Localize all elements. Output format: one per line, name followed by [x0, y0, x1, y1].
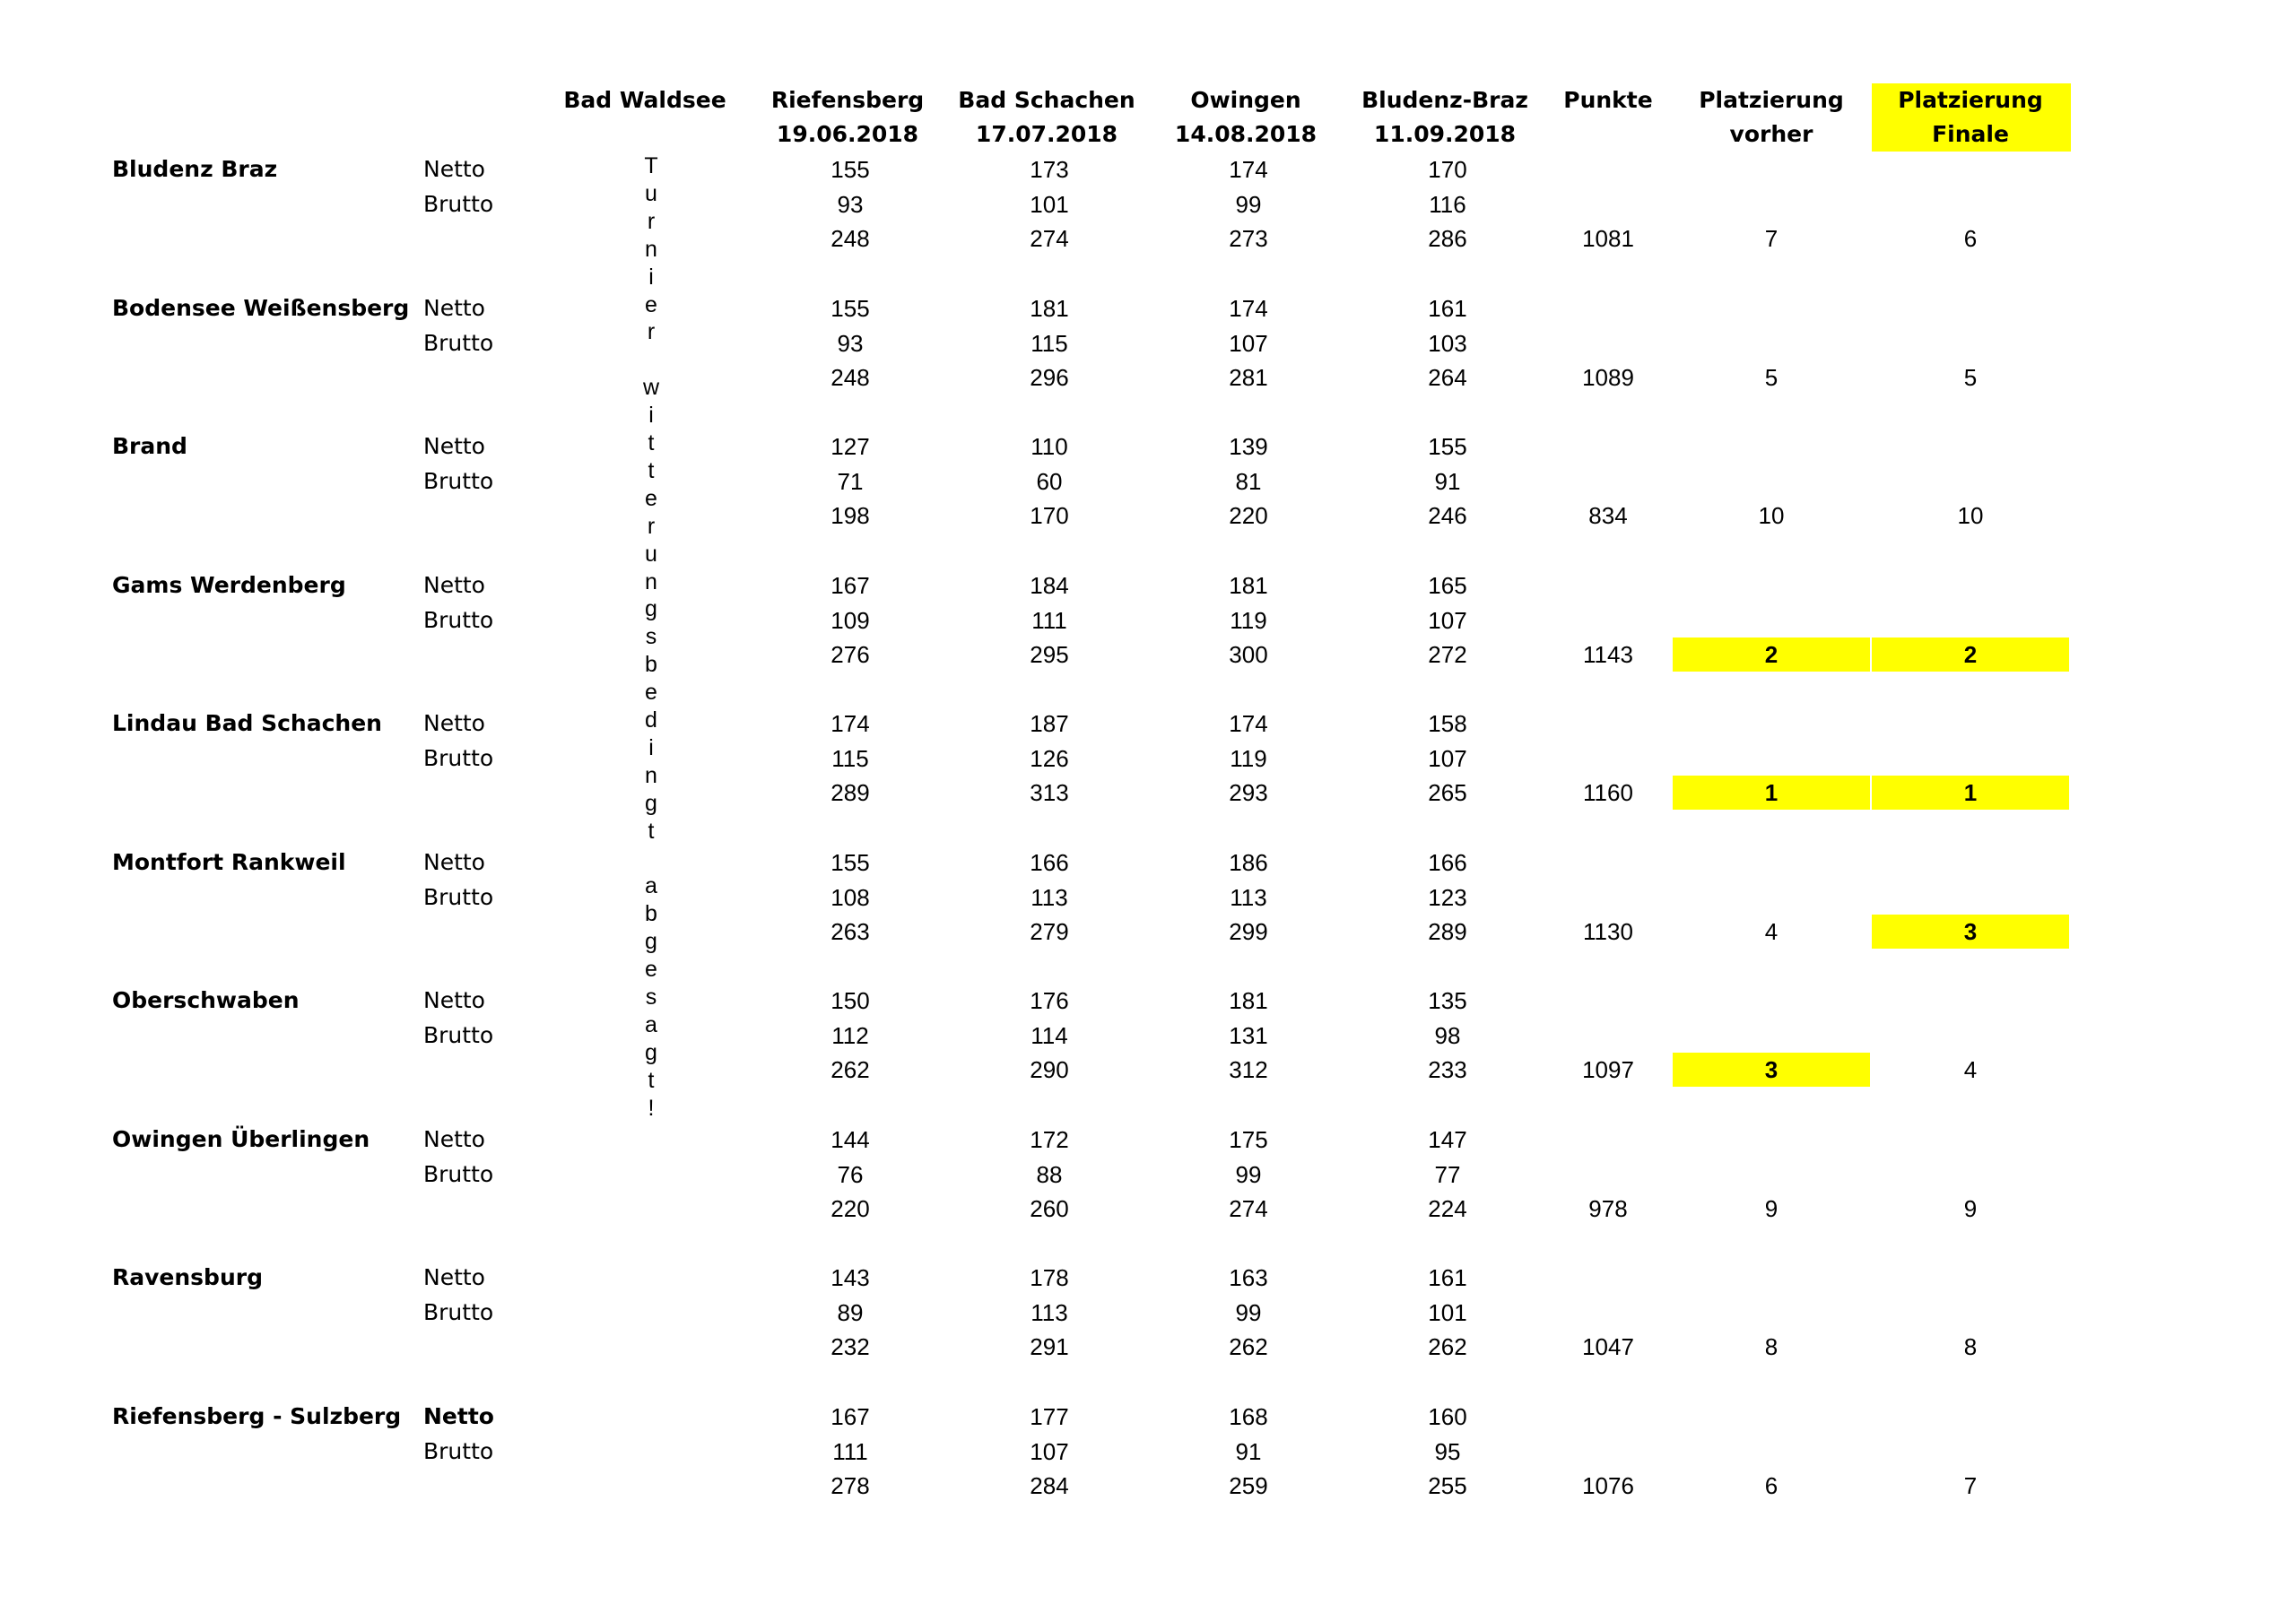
netto-score: 155 [831, 156, 870, 183]
cancel-note-char: e [645, 292, 657, 317]
header-bludenz-braz-date: 11.09.2018 [1373, 121, 1517, 147]
total-score: 220 [1229, 502, 1268, 529]
punkte-value: 1097 [1582, 1056, 1634, 1083]
club-name: Brand [112, 433, 187, 459]
club-name: Owingen Überlingen [112, 1126, 370, 1152]
total-score: 274 [1229, 1195, 1268, 1222]
cancel-note-char: b [645, 652, 657, 677]
brutto-score: 89 [837, 1299, 864, 1326]
netto-score: 181 [1229, 987, 1268, 1014]
total-score: 220 [831, 1195, 870, 1222]
total-score: 296 [1030, 364, 1069, 391]
netto-score: 175 [1229, 1126, 1268, 1153]
total-score: 246 [1428, 502, 1467, 529]
cancel-note-char: T [644, 153, 658, 178]
brutto-score: 107 [1428, 745, 1467, 772]
netto-score: 135 [1428, 987, 1467, 1014]
brutto-score: 76 [837, 1161, 864, 1188]
brutto-score: 119 [1230, 607, 1267, 634]
header-riefensberg-date: 19.06.2018 [776, 121, 919, 147]
total-score: 255 [1428, 1472, 1467, 1499]
netto-score: 176 [1030, 987, 1069, 1014]
total-score: 281 [1229, 364, 1268, 391]
netto-score: 174 [1229, 710, 1268, 737]
header-bludenz-braz: Bludenz-Braz [1361, 87, 1528, 113]
cancel-note-char: a [645, 873, 657, 898]
netto-score: 166 [1428, 849, 1467, 876]
total-score: 265 [1428, 779, 1467, 806]
cancel-note-char: e [645, 680, 657, 705]
netto-score: 177 [1030, 1403, 1069, 1430]
total-score: 295 [1030, 641, 1069, 668]
club-name: Bludenz Braz [112, 156, 278, 182]
netto-score: 170 [1428, 156, 1467, 183]
total-score: 293 [1229, 779, 1268, 806]
cancel-note-char: n [645, 569, 657, 594]
cancel-note-char: w [642, 375, 660, 400]
brutto-score: 71 [837, 468, 864, 495]
netto-score: 178 [1030, 1264, 1069, 1291]
brutto-label: Brutto [423, 1161, 494, 1187]
cancel-note-char: g [645, 929, 657, 954]
total-score: 284 [1030, 1472, 1069, 1499]
total-score: 313 [1030, 779, 1069, 806]
cancel-note-char: i [648, 265, 654, 290]
club-name: Oberschwaben [112, 987, 300, 1013]
brutto-score: 88 [1036, 1161, 1063, 1188]
punkte-value: 1143 [1583, 641, 1633, 668]
total-score: 290 [1030, 1056, 1069, 1083]
cancel-note-char: t [648, 458, 655, 483]
total-score: 289 [1428, 918, 1467, 945]
total-score: 262 [1229, 1333, 1268, 1360]
brutto-score: 112 [831, 1022, 869, 1049]
cancel-note-char: d [645, 707, 657, 733]
netto-label: Netto [423, 710, 485, 736]
cancel-note-char: r [647, 209, 656, 234]
punkte-value: 1160 [1583, 779, 1633, 806]
brutto-score: 107 [1030, 1438, 1069, 1465]
total-score: 274 [1030, 225, 1069, 252]
brutto-score: 91 [1434, 468, 1461, 495]
netto-score: 144 [831, 1126, 870, 1153]
rank-finale: 1 [1872, 776, 2069, 810]
total-score: 198 [831, 502, 870, 529]
punkte-value: 978 [1588, 1195, 1628, 1222]
netto-score: 139 [1229, 433, 1268, 460]
netto-label: Netto [423, 433, 485, 459]
total-score: 272 [1428, 641, 1467, 668]
rank-vorher: 4 [1764, 918, 1779, 945]
netto-label: Netto [423, 1264, 485, 1290]
brutto-label: Brutto [423, 884, 494, 910]
punkte-value: 1081 [1582, 225, 1634, 252]
total-score: 224 [1428, 1195, 1467, 1222]
brutto-label: Brutto [423, 468, 494, 494]
cancel-note-char: e [645, 486, 657, 511]
punkte-value: 1130 [1583, 918, 1633, 945]
brutto-score: 109 [831, 607, 870, 634]
punkte-value: 1089 [1582, 364, 1634, 391]
netto-label: Netto [423, 156, 485, 182]
brutto-score: 60 [1036, 468, 1063, 495]
netto-score: 165 [1428, 572, 1467, 599]
total-score: 289 [831, 779, 870, 806]
netto-score: 155 [831, 295, 870, 322]
netto-score: 161 [1428, 295, 1467, 322]
brutto-score: 93 [837, 191, 864, 218]
total-score: 248 [831, 225, 870, 252]
club-name: Lindau Bad Schachen [112, 710, 382, 736]
header-platzierung-vorher: Platzierung [1699, 87, 1844, 113]
total-score: 263 [831, 918, 870, 945]
cancel-note-char: r [647, 514, 656, 539]
brutto-score: 93 [837, 330, 864, 357]
netto-score: 168 [1229, 1403, 1268, 1430]
netto-score: 167 [831, 572, 870, 599]
brutto-score: 77 [1434, 1161, 1461, 1188]
header-punkte: Punkte [1563, 87, 1653, 113]
total-score: 273 [1229, 225, 1268, 252]
rank-vorher: 10 [1758, 502, 1785, 529]
netto-score: 174 [831, 710, 870, 737]
netto-score: 161 [1428, 1264, 1467, 1291]
rank-vorher: 1 [1673, 776, 1870, 810]
cancel-note-char: e [645, 957, 657, 982]
rank-finale: 5 [1963, 364, 1978, 391]
club-name: Montfort Rankweil [112, 849, 346, 875]
cancel-note-char: b [645, 901, 657, 926]
brutto-score: 115 [831, 745, 869, 772]
header-bad-schachen: Bad Schachen [958, 87, 1135, 113]
cancel-note-char: u [645, 542, 657, 567]
total-score: 233 [1428, 1056, 1467, 1083]
brutto-score: 101 [1428, 1299, 1467, 1326]
netto-label: Netto [423, 1403, 494, 1429]
total-score: 262 [831, 1056, 870, 1083]
netto-score: 155 [1428, 433, 1467, 460]
total-score: 259 [1229, 1472, 1268, 1499]
rank-finale: 6 [1963, 225, 1978, 252]
rank-finale: 7 [1963, 1472, 1978, 1499]
brutto-score: 81 [1235, 468, 1262, 495]
brutto-score: 123 [1428, 884, 1467, 911]
cancel-note-char: i [648, 735, 654, 760]
brutto-score: 99 [1235, 1161, 1262, 1188]
netto-score: 163 [1229, 1264, 1268, 1291]
netto-score: 187 [1030, 710, 1069, 737]
rank-finale: 8 [1963, 1333, 1978, 1360]
netto-score: 158 [1428, 710, 1467, 737]
netto-score: 160 [1428, 1403, 1467, 1430]
header-platzierung-finale: Platzierung [1898, 87, 2043, 113]
rank-finale: 3 [1872, 915, 2069, 949]
netto-score: 150 [831, 987, 870, 1014]
netto-score: 167 [831, 1403, 870, 1430]
club-name: Bodensee Weißensberg [112, 295, 410, 321]
brutto-score: 99 [1235, 1299, 1262, 1326]
cancel-note-char: i [648, 403, 654, 428]
netto-score: 181 [1030, 295, 1069, 322]
total-score: 279 [1030, 918, 1069, 945]
cancel-note-char: n [645, 763, 657, 788]
cancel-note-char: s [645, 624, 657, 649]
netto-score: 110 [1031, 433, 1068, 460]
header-platzierung-vorher-sub: vorher [1729, 121, 1813, 147]
rank-vorher: 8 [1764, 1333, 1779, 1360]
brutto-score: 107 [1428, 607, 1467, 634]
brutto-label: Brutto [423, 1022, 494, 1048]
brutto-label: Brutto [423, 191, 494, 217]
header-owingen-date: 14.08.2018 [1174, 121, 1318, 147]
brutto-score: 111 [832, 1438, 868, 1465]
netto-label: Netto [423, 295, 485, 321]
cancel-note-char: t [648, 819, 655, 844]
rank-vorher: 6 [1764, 1472, 1779, 1499]
punkte-value: 1076 [1582, 1472, 1634, 1499]
brutto-score: 113 [1230, 884, 1267, 911]
header-riefensberg: Riefensberg [770, 87, 925, 113]
brutto-score: 103 [1428, 330, 1467, 357]
brutto-score: 115 [1031, 330, 1068, 357]
brutto-label: Brutto [423, 1299, 494, 1325]
cancel-note-char: t [648, 1068, 655, 1093]
header-platzierung-finale-sub: Finale [1932, 121, 2009, 147]
brutto-score: 107 [1229, 330, 1268, 357]
brutto-score: 98 [1434, 1022, 1461, 1049]
cancel-note-char: n [645, 237, 657, 262]
rank-vorher: 9 [1764, 1195, 1779, 1222]
cancel-note-char: g [645, 596, 657, 621]
club-name: Gams Werdenberg [112, 572, 346, 598]
rank-finale: 10 [1957, 502, 1984, 529]
brutto-score: 99 [1235, 191, 1262, 218]
brutto-score: 91 [1235, 1438, 1262, 1465]
netto-score: 166 [1030, 849, 1069, 876]
total-score: 299 [1229, 918, 1268, 945]
netto-score: 143 [831, 1264, 870, 1291]
rank-vorher: 2 [1673, 638, 1870, 672]
cancel-note-char: g [645, 791, 657, 816]
brutto-label: Brutto [423, 1438, 494, 1464]
netto-score: 174 [1229, 156, 1268, 183]
total-score: 300 [1229, 641, 1268, 668]
total-score: 291 [1030, 1333, 1069, 1360]
cancel-note-char: g [645, 1040, 657, 1065]
brutto-score: 114 [1031, 1022, 1068, 1049]
netto-score: 127 [831, 433, 870, 460]
cancel-note-char: ! [648, 1096, 655, 1121]
total-score: 248 [831, 364, 870, 391]
brutto-score: 113 [1031, 884, 1068, 911]
punkte-value: 1047 [1582, 1333, 1634, 1360]
netto-score: 174 [1229, 295, 1268, 322]
netto-score: 147 [1428, 1126, 1467, 1153]
total-score: 264 [1428, 364, 1467, 391]
cancel-note-char: a [645, 1012, 657, 1037]
cancel-note-char: r [647, 319, 656, 344]
brutto-score: 111 [1031, 607, 1067, 634]
netto-label: Netto [423, 572, 485, 598]
netto-score: 186 [1229, 849, 1268, 876]
cancel-note-char: u [645, 181, 657, 206]
header-owingen: Owingen [1190, 87, 1301, 113]
header-bad-schachen-date: 17.07.2018 [975, 121, 1118, 147]
rank-finale: 9 [1963, 1195, 1978, 1222]
club-name: Riefensberg - Sulzberg [112, 1403, 402, 1429]
rank-vorher: 5 [1764, 364, 1779, 391]
netto-score: 184 [1030, 572, 1069, 599]
netto-label: Netto [423, 987, 485, 1013]
rank-finale: 4 [1963, 1056, 1978, 1083]
total-score: 276 [831, 641, 870, 668]
rank-finale: 2 [1872, 638, 2069, 672]
netto-score: 173 [1030, 156, 1069, 183]
total-score: 260 [1030, 1195, 1069, 1222]
brutto-score: 101 [1030, 191, 1069, 218]
brutto-score: 126 [1030, 745, 1069, 772]
brutto-score: 119 [1230, 745, 1267, 772]
total-score: 262 [1428, 1333, 1467, 1360]
punkte-value: 834 [1588, 502, 1628, 529]
cancel-note-char: t [648, 430, 655, 455]
total-score: 278 [831, 1472, 870, 1499]
brutto-score: 113 [1031, 1299, 1068, 1326]
total-score: 232 [831, 1333, 870, 1360]
brutto-score: 131 [1229, 1022, 1268, 1049]
total-score: 170 [1030, 502, 1069, 529]
total-score: 286 [1428, 225, 1467, 252]
brutto-label: Brutto [423, 607, 494, 633]
cancel-note-char: s [645, 984, 657, 1010]
rank-vorher: 7 [1764, 225, 1779, 252]
rank-vorher: 3 [1673, 1053, 1870, 1087]
netto-label: Netto [423, 849, 485, 875]
netto-score: 181 [1229, 572, 1268, 599]
club-name: Ravensburg [112, 1264, 263, 1290]
total-score: 312 [1229, 1056, 1268, 1083]
brutto-score: 108 [831, 884, 870, 911]
brutto-label: Brutto [423, 330, 494, 356]
netto-label: Netto [423, 1126, 485, 1152]
brutto-score: 116 [1429, 191, 1466, 218]
netto-score: 155 [831, 849, 870, 876]
brutto-label: Brutto [423, 745, 494, 771]
header-bad-waldsee: Bad Waldsee [563, 87, 726, 113]
netto-score: 172 [1030, 1126, 1069, 1153]
brutto-score: 95 [1434, 1438, 1461, 1465]
